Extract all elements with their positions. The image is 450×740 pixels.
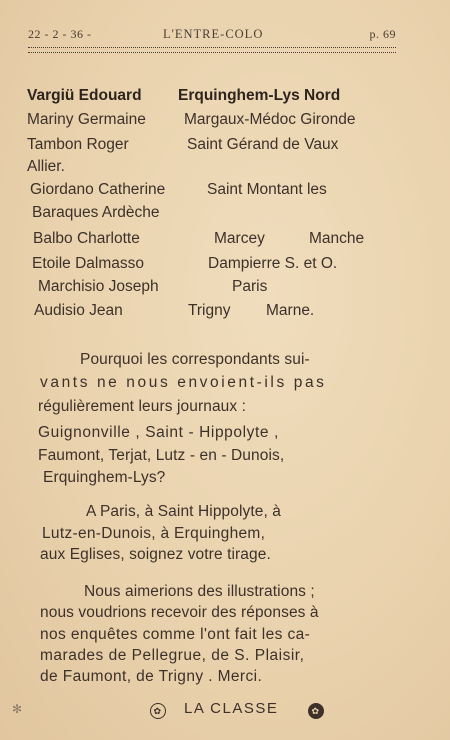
paragraph-line: Faumont, Terjat, Lutz - en - Dunois, xyxy=(38,447,285,464)
paragraph-line xyxy=(80,350,382,370)
list-item-name: Audisio Jean xyxy=(34,302,123,319)
paragraph-line: Erquinghem-Lys? xyxy=(43,469,166,486)
paragraph-line: Guignonville , Saint - Hippolyte , xyxy=(38,424,279,441)
list-item-place: Erquinghem-Lys Nord xyxy=(178,87,341,104)
page-number: p. 69 xyxy=(369,27,396,41)
paragraph-line: Nous aimerions des illustrations ; xyxy=(84,583,315,600)
paragraph-line: vants ne nous envoient-ils pas xyxy=(40,374,327,391)
paragraph-line: de Faumont, de Trigny . Merci. xyxy=(40,668,263,685)
list-item-place: Marcey xyxy=(214,230,265,247)
paragraph-line: aux Eglises, soignez votre tirage. xyxy=(40,546,271,563)
emblem-icon: ✿ xyxy=(308,703,324,719)
paragraph-line: Lutz-en-Dunois, à Erquinghem, xyxy=(42,525,266,542)
paragraph-line: régulièrement leurs journaux : xyxy=(38,398,247,415)
list-item-place: Saint Montant les xyxy=(207,181,327,198)
list-item-place-cont: Allier. xyxy=(27,158,65,175)
page-footer xyxy=(150,700,330,722)
issue-date: 22 - 2 - 36 - xyxy=(28,27,92,41)
list-item-name: Giordano Catherine xyxy=(30,181,166,198)
header-rule xyxy=(28,47,396,53)
footer-label: LA CLASSE xyxy=(184,700,279,717)
list-item-department: Marne. xyxy=(266,302,315,319)
list-item-name: Balbo Charlotte xyxy=(33,230,140,247)
list-item-place: Dampierre S. et O. xyxy=(208,255,338,272)
list-item-name: Etoile Dalmasso xyxy=(32,255,144,272)
paragraph-line: A Paris, à Saint Hippolyte, à xyxy=(86,503,282,520)
list-item-place: Trigny xyxy=(188,302,231,319)
list-item-name: Tambon Roger xyxy=(27,136,129,153)
list-item-name: Mariny Germaine xyxy=(27,111,146,128)
paragraph-line: marades de Pellegrue, de S. Plaisir, xyxy=(40,647,305,664)
paragraph-line: nous voudrions recevoir des réponses à xyxy=(40,604,319,621)
list-item-name: Vargiü Edouard xyxy=(27,87,142,104)
list-item-department: Manche xyxy=(309,230,365,247)
list-item-place-cont: Baraques Ardèche xyxy=(32,204,160,221)
ink-mark-icon: ✻ xyxy=(12,702,23,716)
paragraph-line-text: Pourquoi les correspondants sui- xyxy=(80,351,310,368)
journal-title: L'ENTRE-COLO xyxy=(163,27,264,41)
page-header xyxy=(28,27,396,43)
list-item-place: Paris xyxy=(232,278,268,295)
paragraph-line: nos enquêtes comme l'ont fait les ca- xyxy=(40,626,311,643)
emblem-icon: ✿ xyxy=(150,703,166,719)
list-item-place: Margaux-Médoc Gironde xyxy=(184,111,356,128)
list-item-name: Marchisio Joseph xyxy=(38,278,159,295)
list-item-place: Saint Gérand de Vaux xyxy=(187,136,339,153)
